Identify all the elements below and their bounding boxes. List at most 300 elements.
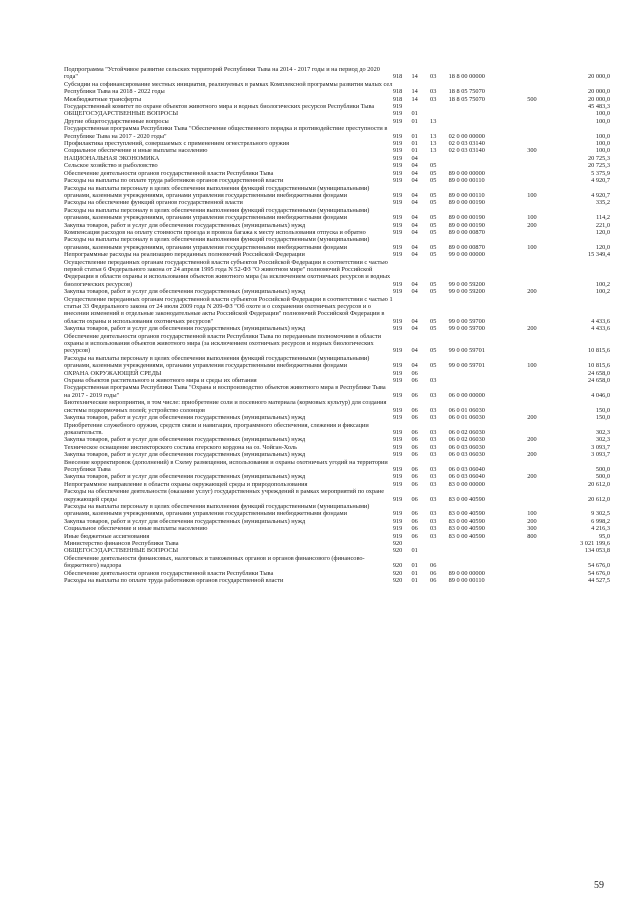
row-expense-type: 100 — [527, 191, 537, 199]
row-target-article: 89 0 00 00110 — [448, 177, 485, 185]
row-grbs-code: 919 — [392, 510, 403, 518]
row-subsection-code — [430, 370, 449, 377]
row-subsection-code: 05 — [430, 325, 437, 333]
row-grbs-code: 919 — [392, 199, 403, 207]
row-target-article: 89 0 00 00190 — [448, 199, 485, 207]
row-expense-type: 200 — [527, 517, 537, 525]
row-section-code: 01 — [411, 117, 418, 125]
row-target-article — [449, 118, 528, 125]
row-expense-type: 200 — [527, 436, 537, 444]
row-amount: 302,3 — [595, 436, 610, 444]
row-section-code — [411, 540, 430, 547]
row-expense-type — [527, 384, 550, 399]
row-subsection-code: 03 — [430, 443, 437, 451]
row-amount: 10 815,6 — [587, 347, 610, 355]
row-amount: 95,0 — [598, 532, 610, 540]
row-subsection-code — [430, 155, 449, 162]
row-amount: 335,2 — [595, 199, 610, 207]
row-expense-type — [527, 444, 550, 451]
row-name: Закупка товаров, работ и услуг для обеспечения государственных (муниципальных) нужд — [64, 414, 306, 422]
row-section-code: 06 — [411, 510, 418, 518]
table-row — [64, 488, 610, 503]
row-grbs-code: 919 — [392, 451, 403, 459]
table-row — [64, 222, 610, 229]
row-amount: 100,0 — [595, 147, 610, 155]
row-subsection-code: 05 — [430, 177, 437, 185]
row-target-article: 99 0 00 00000 — [448, 251, 485, 259]
row-subsection-code — [430, 547, 449, 554]
row-subsection-code: 03 — [430, 465, 437, 473]
row-subsection-code: 05 — [430, 347, 437, 355]
row-section-code: 01 — [411, 140, 418, 148]
row-name: Социальное обеспечение и иные выплаты населению — [64, 525, 208, 533]
row-grbs-code: 919 — [392, 347, 403, 355]
table-row-section-heading — [64, 370, 610, 377]
row-name: Непрограммные расходы на реализацию переданных полномочий Российской Федерации — [64, 251, 305, 259]
row-subsection-code: 05 — [430, 243, 437, 251]
row-grbs-code: 919 — [392, 132, 403, 140]
row-name: Внесение корректировок (дополнений) в Схему размещения, использования и охраны охотничьих угодий на территории Республики Тыва — [64, 458, 388, 473]
row-amount: 100,0 — [595, 132, 610, 140]
row-target-article: 89 0 00 00870 — [448, 243, 485, 251]
row-amount: 100,2 — [595, 280, 610, 288]
row-target-article: 06 0 01 06030 — [448, 414, 485, 422]
row-expense-type — [527, 125, 550, 140]
row-target-article: 06 0 03 06040 — [448, 473, 485, 481]
row-subsection-code: 03 — [430, 88, 437, 96]
row-section-code: 04 — [411, 221, 418, 229]
row-amount: 9 302,5 — [591, 510, 610, 518]
row-grbs-code: 919 — [392, 251, 403, 259]
table-row — [64, 118, 610, 125]
row-subsection-code: 05 — [430, 317, 437, 325]
row-grbs-code: 920 — [392, 569, 403, 577]
row-name: Субсидии на софинансирование местных инициатив, реализуемых в рамках Комплексной программы развития малых сел Республики Тыва на 2018 - 2022 годы — [64, 80, 393, 96]
row-subsection-code: 03 — [430, 95, 437, 103]
row-subsection-code: 05 — [430, 362, 437, 370]
row-section-code: 04 — [411, 191, 418, 199]
row-target-article: 06 0 03 06030 — [448, 451, 485, 459]
row-grbs-code: 919 — [392, 525, 403, 533]
row-amount: 4 920,7 — [591, 177, 610, 185]
row-section-code: 06 — [411, 465, 418, 473]
row-section-code: 06 — [411, 428, 418, 436]
row-name: Государственный комитет по охране объектов животного мира и водных биологических ресурсов Республики Тыва — [64, 103, 375, 111]
row-section-code: 14 — [411, 73, 418, 81]
row-grbs-code: 919 — [392, 473, 403, 481]
row-section-code: 01 — [411, 562, 418, 570]
row-section-code: 04 — [411, 362, 418, 370]
table-row — [64, 459, 610, 474]
row-target-article: 89 0 00 00000 — [448, 169, 485, 177]
row-section-code: 04 — [411, 288, 418, 296]
row-grbs-code: 919 — [392, 465, 403, 473]
row-subsection-code — [430, 110, 449, 117]
row-target-article: 99 0 00 59200 — [448, 280, 485, 288]
row-amount: 114,2 — [596, 214, 610, 222]
row-amount: 4 216,3 — [591, 525, 610, 533]
row-grbs-code: 919 — [392, 140, 403, 148]
row-grbs-code: 919 — [392, 480, 403, 488]
row-section-code: 06 — [411, 495, 418, 503]
row-target-article: 89 0 00 00110 — [448, 577, 485, 585]
row-target-article: 99 0 00 59700 — [448, 317, 485, 325]
row-name: Закупка товаров, работ и услуг для обеспечения государственных (муниципальных) нужд — [64, 325, 306, 333]
row-amount: 44 527,5 — [587, 577, 610, 585]
table-row — [64, 147, 610, 154]
row-name: Техническое оснащение инспекторского состава егерского кордона на оз. Чойган-Холь — [64, 443, 298, 451]
table-row — [64, 399, 610, 414]
row-amount: 134 053,8 — [584, 547, 610, 555]
table-row — [64, 570, 610, 577]
row-target-article: 99 0 00 59701 — [448, 362, 485, 370]
row-grbs-code: 919 — [392, 391, 403, 399]
table-row — [64, 296, 610, 326]
row-expense-type: 100 — [527, 362, 537, 370]
row-grbs-code: 919 — [392, 110, 403, 118]
row-subsection-code: 06 — [430, 562, 437, 570]
row-expense-type: 200 — [527, 414, 537, 422]
row-expense-type — [527, 459, 550, 474]
row-target-article: 18 8 05 75070 — [448, 88, 485, 96]
row-subsection-code: 05 — [430, 288, 437, 296]
row-section-code: 06 — [411, 480, 418, 488]
row-grbs-code: 919 — [392, 443, 403, 451]
row-grbs-code: 919 — [392, 214, 403, 222]
row-subsection-code: 03 — [430, 451, 437, 459]
table-row — [64, 333, 610, 355]
row-target-article: 99 0 00 59200 — [448, 288, 485, 296]
row-subsection-code: 13 — [430, 117, 437, 125]
row-target-article: 06 0 01 06030 — [448, 406, 485, 414]
row-expense-type — [527, 377, 550, 384]
row-subsection-code: 03 — [430, 428, 437, 436]
row-expense-type — [527, 110, 550, 117]
row-expense-type — [527, 170, 550, 177]
row-expense-type — [527, 177, 550, 184]
row-section-code: 06 — [411, 436, 418, 444]
row-amount: 20 000,0 — [587, 88, 610, 96]
row-name: Расходы на обеспечение функций органов государственной власти — [64, 199, 243, 207]
row-target-article: 83 0 00 00000 — [448, 480, 485, 488]
row-name: Биотехнические мероприятия, в том числе: приобретение соли и посевного материала (кормовых культур) для создания системы подкормочных полей; устройство солонцов — [64, 399, 387, 414]
row-subsection-code: 05 — [430, 162, 437, 170]
row-amount: 45 483,3 — [587, 103, 610, 111]
row-expense-type: 800 — [527, 532, 537, 540]
row-amount: 302,3 — [595, 428, 610, 436]
row-subsection-code: 03 — [430, 480, 437, 488]
row-subsection-code: 05 — [430, 169, 437, 177]
row-name: Закупка товаров, работ и услуг для обеспечения государственных (муниципальных) нужд — [64, 288, 306, 296]
row-amount: 100,2 — [595, 288, 610, 296]
row-name: Министерство финансов Республики Тыва — [64, 540, 179, 547]
row-amount: 54 676,0 — [587, 562, 610, 570]
row-name: Расходы на выплаты по оплате труда работников органов государственной власти — [64, 177, 284, 185]
table-row — [64, 66, 610, 81]
row-name: ОБЩЕГОСУДАРСТВЕННЫЕ ВОПРОСЫ — [64, 110, 179, 118]
row-name: Социальное обеспечение и иные выплаты населению — [64, 147, 208, 155]
row-name: Компенсация расходов на оплату стоимости проезда и провоза багажа к месту использования отпуска и обратно — [64, 228, 366, 236]
row-amount: 6 998,2 — [591, 517, 610, 525]
row-name: Другие общегосударственные вопросы — [64, 117, 169, 125]
table-row — [64, 207, 610, 222]
row-name: Обеспечение деятельности органов государственной власти Республики Тыва — [64, 169, 274, 177]
row-target-article: 89 0 00 00190 — [448, 214, 485, 222]
row-subsection-code: 03 — [430, 436, 437, 444]
row-section-code: 04 — [411, 317, 418, 325]
row-name: Расходы на выплаты персоналу в целях обеспечения выполнения функций государственными (муниципальными) органами, казенными учреждениями, органами управления государственными внебюджетными фондами — [64, 184, 370, 199]
row-subsection-code — [430, 540, 449, 547]
row-expense-type: 300 — [527, 147, 537, 155]
row-grbs-code: 919 — [392, 169, 403, 177]
row-amount: 20 612,0 — [587, 495, 610, 503]
row-name: Закупка товаров, работ и услуг для обеспечения государственных (муниципальных) нужд — [64, 436, 306, 444]
row-subsection-code: 03 — [430, 73, 437, 81]
row-amount: 4 433,6 — [591, 325, 610, 333]
row-amount: 120,0 — [595, 243, 610, 251]
row-subsection-code: 05 — [430, 199, 437, 207]
row-grbs-code: 919 — [392, 103, 403, 111]
row-subsection-code: 03 — [430, 495, 437, 503]
row-amount: 4 433,6 — [591, 317, 610, 325]
table-row — [64, 125, 610, 140]
row-name: Государственная программа Республики Тыва "Охрана и воспроизводство объектов животного мира в Республике Тыва на 2017 - 2019 годы" — [64, 384, 386, 399]
row-name: ОХРАНА ОКРУЖАЮЩЕЙ СРЕДЫ — [64, 369, 162, 377]
row-name: ОБЩЕГОСУДАРСТВЕННЫЕ ВОПРОСЫ — [64, 547, 179, 555]
row-target-article: 02 0 03 03140 — [448, 147, 485, 155]
row-expense-type — [527, 140, 550, 147]
row-expense-type — [527, 488, 550, 503]
row-subsection-code: 13 — [430, 132, 437, 140]
row-section-code: 04 — [411, 347, 418, 355]
row-subsection-code: 03 — [430, 406, 437, 414]
row-name: Иные бюджетные ассигнования — [64, 532, 150, 540]
row-grbs-code: 919 — [392, 325, 403, 333]
row-section-code: 06 — [411, 517, 418, 525]
row-amount: 4 046,0 — [591, 391, 610, 399]
row-name: Закупка товаров, работ и услуг для обеспечения государственных (муниципальных) нужд — [64, 451, 306, 459]
row-expense-type — [527, 370, 550, 377]
row-expense-type: 300 — [527, 525, 537, 533]
row-expense-type — [527, 577, 550, 584]
row-name: Подпрограмма "Устойчивое развитие сельских территорий Республики Тыва на 2014 - 2017 годы и на период до 2020 года" — [64, 66, 380, 81]
table-row — [64, 355, 610, 370]
row-section-code: 04 — [411, 228, 418, 236]
row-target-article: 99 0 00 59700 — [448, 325, 485, 333]
row-section-code: 01 — [411, 547, 418, 555]
row-section-code: 04 — [411, 243, 418, 251]
row-grbs-code: 919 — [392, 243, 403, 251]
table-row — [64, 540, 610, 547]
row-amount: 24 658,0 — [587, 369, 610, 377]
row-subsection-code: 03 — [430, 532, 437, 540]
row-name: Обеспечение деятельности органов государственной власти Республики Тыва — [64, 569, 274, 577]
table-row — [64, 251, 610, 258]
row-target-article: 83 0 00 40590 — [448, 532, 485, 540]
row-name: Охрана объектов растительного и животного мира и среды их обитания — [64, 377, 257, 385]
row-amount: 24 658,0 — [587, 377, 610, 385]
row-expense-type — [527, 118, 550, 125]
table-row-section-heading — [64, 110, 610, 117]
table-row — [64, 140, 610, 147]
row-name: Расходы на выплаты по оплате труда работников органов государственной власти — [64, 577, 284, 585]
row-grbs-code: 920 — [392, 540, 403, 547]
row-expense-type: 200 — [527, 473, 537, 481]
row-expense-type — [527, 162, 550, 169]
row-amount: 3 021 199,6 — [580, 540, 610, 547]
row-amount: 5 375,9 — [591, 169, 610, 177]
row-target-article: 83 0 00 40590 — [448, 510, 485, 518]
row-expense-type: 100 — [527, 243, 537, 251]
row-amount: 3 093,7 — [591, 451, 610, 459]
row-amount: 20 000,0 — [587, 95, 610, 103]
row-target-article: 89 0 00 00870 — [448, 228, 485, 236]
row-grbs-code: 919 — [392, 288, 403, 296]
row-amount: 150,0 — [595, 406, 610, 414]
row-expense-type — [527, 422, 550, 437]
row-target-article: 83 0 00 40590 — [448, 517, 485, 525]
row-subsection-code: 03 — [430, 414, 437, 422]
row-grbs-code: 919 — [392, 154, 403, 162]
row-grbs-code: 919 — [392, 428, 403, 436]
row-target-article — [449, 103, 528, 110]
row-name: Расходы на выплаты персоналу в целях обеспечения выполнения функций государственными (муниципальными) органами, казенными учреждениями, органами управления государственными внебюджетными фондами — [64, 236, 370, 251]
row-grbs-code: 919 — [392, 191, 403, 199]
row-target-article — [449, 555, 528, 570]
row-target-article: 89 0 00 00190 — [448, 221, 485, 229]
row-name: Обеспечение деятельности финансовых, налоговых и таможенных органов и органов финансового (финансово-бюджетного) надзора — [64, 554, 365, 570]
table-row — [64, 170, 610, 177]
table-row — [64, 259, 610, 289]
row-grbs-code: 919 — [392, 414, 403, 422]
row-name: Приобретение служебного оружия, средств связи и навигации, программного обеспечения, слежения и фиксации доказательств. — [64, 421, 369, 436]
row-expense-type — [527, 547, 550, 554]
row-grbs-code: 918 — [392, 95, 403, 103]
row-expense-type — [527, 540, 550, 547]
row-expense-type: 200 — [527, 288, 537, 296]
row-name: Закупка товаров, работ и услуг для обеспечения государственных (муниципальных) нужд — [64, 517, 306, 525]
budget-table — [64, 66, 610, 584]
row-target-article — [449, 110, 528, 117]
row-section-code: 04 — [411, 214, 418, 222]
row-section-code: 04 — [411, 251, 418, 259]
row-target-article: 02 0 00 00000 — [448, 132, 485, 140]
row-grbs-code: 919 — [392, 117, 403, 125]
row-section-code: 04 — [411, 162, 418, 170]
row-target-article — [449, 155, 528, 162]
row-grbs-code: 919 — [392, 228, 403, 236]
table-row — [64, 451, 610, 458]
row-grbs-code: 918 — [392, 88, 403, 96]
row-grbs-code: 920 — [392, 562, 403, 570]
row-grbs-code: 919 — [392, 162, 403, 170]
table-row — [64, 325, 610, 332]
budget-table-body — [64, 66, 610, 584]
row-target-article: 06 0 03 06040 — [448, 465, 485, 473]
row-grbs-code: 919 — [392, 495, 403, 503]
row-name: Государственная программа Республики Тыва "Обеспечение общественного порядка и противодействие преступности в Республике Тыва на 2017 - 2020 годы" — [64, 125, 388, 140]
table-row — [64, 81, 610, 96]
row-target-article: 89 0 00 00110 — [448, 191, 485, 199]
row-section-code: 06 — [411, 414, 418, 422]
row-target-article — [449, 377, 528, 384]
row-expense-type — [527, 296, 550, 326]
table-row — [64, 503, 610, 518]
row-amount: 500,0 — [595, 473, 610, 481]
row-section-code: 04 — [411, 169, 418, 177]
row-expense-type — [527, 155, 550, 162]
row-amount: 100,0 — [595, 110, 610, 118]
row-target-article: 02 0 03 03140 — [448, 140, 485, 148]
row-amount: 120,0 — [595, 228, 610, 236]
row-subsection-code — [430, 103, 449, 110]
row-target-article: 89 0 00 00000 — [448, 569, 485, 577]
table-row — [64, 384, 610, 399]
row-section-code: 04 — [411, 154, 418, 162]
row-expense-type — [527, 481, 550, 488]
row-section-code: 06 — [411, 525, 418, 533]
row-subsection-code: 06 — [430, 577, 437, 585]
row-subsection-code: 03 — [430, 473, 437, 481]
row-section-code: 01 — [411, 110, 418, 118]
table-row — [64, 96, 610, 103]
row-section-code: 01 — [411, 569, 418, 577]
row-grbs-code: 920 — [392, 547, 403, 555]
row-name: Закупка товаров, работ и услуг для обеспечения государственных (муниципальных) нужд — [64, 473, 306, 481]
table-row — [64, 414, 610, 421]
row-expense-type — [527, 570, 550, 577]
row-amount: 100,0 — [595, 140, 610, 148]
row-section-code: 06 — [411, 406, 418, 414]
row-amount: 20 612,0 — [587, 480, 610, 488]
table-row — [64, 229, 610, 236]
row-section-code: 14 — [411, 88, 418, 96]
row-amount: 4 920,7 — [591, 191, 610, 199]
table-row — [64, 199, 610, 206]
row-grbs-code: 919 — [392, 517, 403, 525]
row-subsection-code: 05 — [430, 251, 437, 259]
row-target-article: 83 0 00 40590 — [448, 495, 485, 503]
row-target-article — [449, 547, 528, 554]
row-name: Расходы на выплаты персоналу в целях обеспечения выполнения функций государственными (муниципальными) органами, казенными учреждениями, органами управления государственными внебюджетными фондами — [64, 502, 370, 518]
row-amount: 150,0 — [595, 414, 610, 422]
row-target-article: 06 0 02 06030 — [448, 436, 485, 444]
row-name: Расходы на выплаты персоналу в целях обеспечения выполнения функций государственными (муниципальными) органами, казенными учреждениями, органами управления государственными внебюджетными фондами — [64, 206, 370, 222]
row-name: Непрограммное направление в области охраны окружающей среды и природопользования — [64, 480, 308, 488]
table-row — [64, 185, 610, 200]
row-name: Расходы на выплаты персоналу в целях обеспечения выполнения функций государственными (муниципальными) органами, казенными учреждениями, органами управления государственными внебюджетными фондами — [64, 354, 370, 370]
row-expense-type — [527, 259, 550, 289]
row-target-article: 06 0 03 06030 — [448, 443, 485, 451]
row-name: Расходы на обеспечение деятельности (оказание услуг) государственных учреждений в рамках мероприятий по охране окружающей среды — [64, 488, 385, 503]
row-section-code: 06 — [411, 377, 418, 385]
table-row — [64, 162, 610, 169]
row-expense-type: 200 — [527, 451, 537, 459]
row-expense-type — [527, 66, 550, 81]
row-grbs-code: 919 — [392, 280, 403, 288]
row-subsection-code: 05 — [430, 214, 437, 222]
row-amount: 20 000,0 — [587, 73, 610, 81]
row-expense-type: 100 — [527, 510, 537, 518]
row-subsection-code: 13 — [430, 140, 437, 148]
row-expense-type — [527, 399, 550, 414]
row-grbs-code: 919 — [392, 177, 403, 185]
row-target-article — [449, 370, 528, 377]
row-target-article: 18 8 05 75070 — [448, 95, 485, 103]
row-expense-type — [527, 199, 550, 206]
row-subsection-code: 03 — [430, 525, 437, 533]
row-target-article: 06 0 02 06030 — [448, 428, 485, 436]
